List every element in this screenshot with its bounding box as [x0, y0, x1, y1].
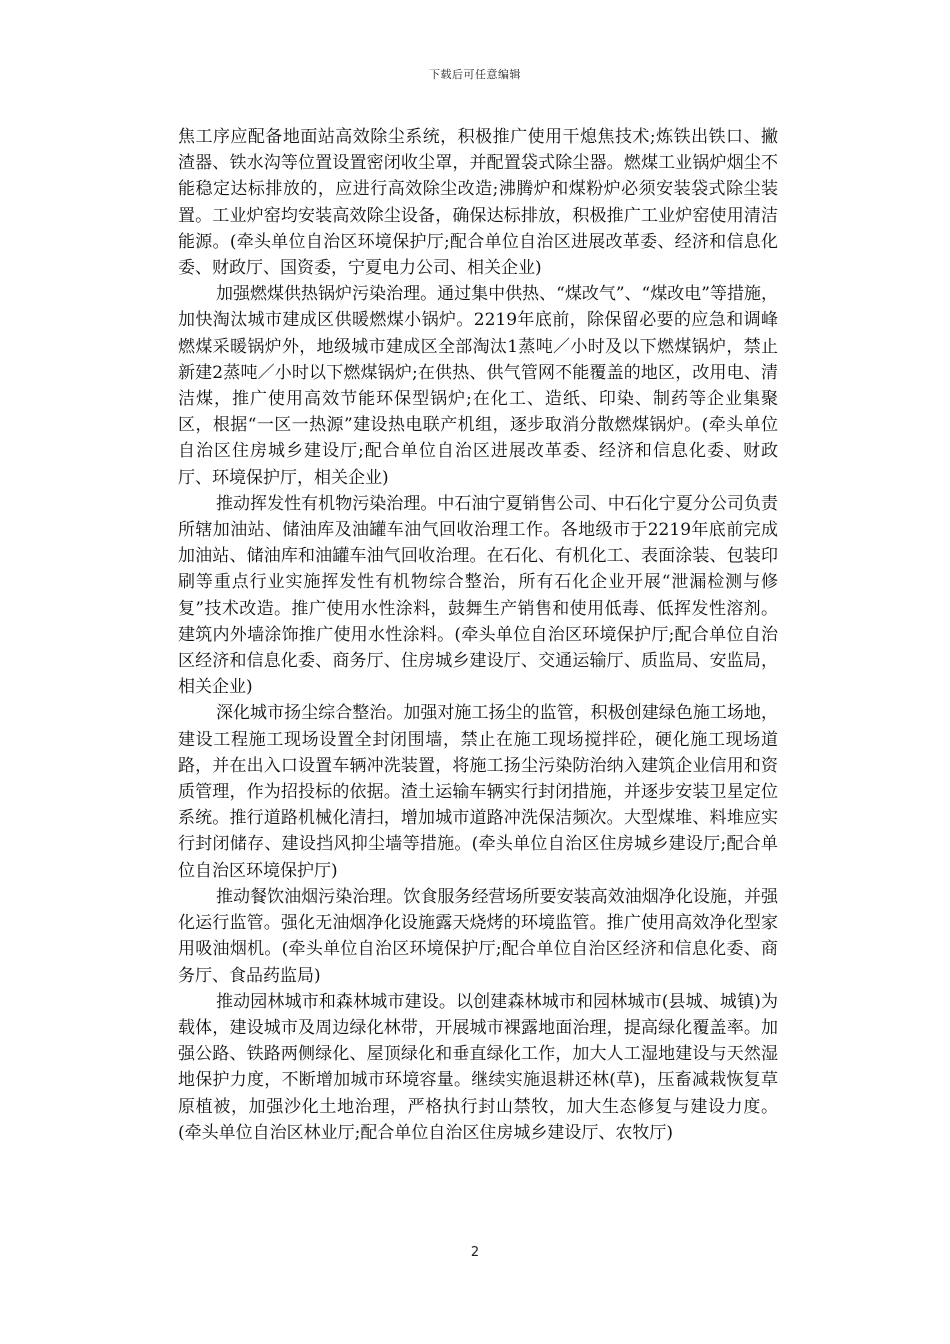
paragraph-green-city: 推动园林城市和森林城市建设。以创建森林城市和园林城市(县城、城镇)为载体，建设城市及周边绿化林带，开展城市裸露地面治理，提高绿化覆盖率。加强公路、铁路两侧绿化、屋顶绿化和垂直绿化工作，加大人工湿地建设与天然湿地保护力度，不断增加城市环境容量。继续实施退耕还林(草)，压畜减栽恢复草原植被，加强沙化土地治理，严格执行封山禁牧，加大生态修复与建设力度。(牵头单位自治区林业厅;配合单位自治区住房城乡建设厅、农牧厅) — [178, 991, 778, 1143]
page-number: 2 — [470, 1245, 480, 1260]
document-body — [178, 124, 778, 1146]
paragraph-dust-control: 深化城市扬尘综合整治。加强对施工扬尘的监管，积极创建绿色施工场地，建设工程施工现场设置全封闭围墙，禁止在施工现场搅拌砼，硬化施工现场道路，并在出入口设置车辆冲洗装置，将施工扬尘污染防治纳入建筑企业信用和资质管理，作为招投标的依据。渣土运输车辆实行封闭措施，并逐步安装卫星定位系统。推行道路机械化清扫，增加城市道路冲洗保洁频次。大型煤堆、料堆应实行封闭储存、建设挡风抑尘墙等措施。(牵头单位自治区住房城乡建设厅;配合单位自治区环境保护厅) — [178, 703, 778, 881]
page-header: 下载后可任意编辑 — [429, 68, 521, 81]
paragraph-cooking-fumes: 推动餐饮油烟污染治理。饮食服务经营场所要安装高效油烟净化设施，并强化运行监管。强化无油烟净化设施露天烧烤的环境监管。推广使用高效净化型家用吸油烟机。(牵头单位自治区环境保护厅;配合单位自治区经济和信息化委、商务厅、食品药监局) — [178, 886, 778, 986]
paragraph-dust-removal: 焦工序应配备地面站高效除尘系统，积极推广使用干熄焦技术;炼铁出铁口、撇渣器、铁水沟等位置设置密闭收尘罩，并配置袋式除尘器。燃煤工业锅炉烟尘不能稳定达标排放的，应进行高效除尘改造;沸腾炉和煤粉炉必须安装袋式除尘装置。工业炉窑均安装高效除尘设备，确保达标排放，积极推广工业炉窑使用清洁能源。(牵头单位自治区环境保护厅;配合单位自治区进展改革委、经济和信息化委、财政厅、国资委，宁夏电力公司、相关企业) — [178, 127, 778, 279]
paragraph-boiler-treatment: 加强燃煤供热锅炉污染治理。通过集中供热、“煤改气”、“煤改电”等措施，加快淘汰城市建成区供暖燃煤小锅炉。2219年底前，除保留必要的应急和调峰燃煤采暖锅炉外，地级城市建成区全部淘汰1蒸吨／小时及以下燃煤锅炉，禁止新建2蒸吨／小时以下燃煤锅炉;在供热、供气管网不能覆盖的地区，改用电、清洁煤，推广使用高效节能环保型锅炉;在化工、造纸、印染、制药等企业集聚区，根据“一区一热源”建设热电联产机组，逐步取消分散燃煤锅炉。(牵头单位自治区住房城乡建设厅;配合单位自治区进展改革委、经济和信息化委、财政厅、环境保护厅，相关企业) — [178, 284, 778, 488]
paragraph-voc-treatment: 推动挥发性有机物污染治理。中石油宁夏销售公司、中石化宁夏分公司负责所辖加油站、储油库及油罐车油气回收治理工作。各地级市于2219年底前完成加油站、储油库和油罐车油气回收治理。在石化、有机化工、表面涂装、包装印刷等重点行业实施挥发性有机物综合整治，所有石化企业开展“泄漏检测与修复”技术改造。推广使用水性涂料，鼓舞生产销售和使用低毒、低挥发性溶剂。建筑内外墙涂饰推广使用水性涂料。(牵头单位自治区环境保护厅;配合单位自治区经济和信息化委、商务厅、住房城乡建设厅、交通运输厅、质监局、安监局，相关企业) — [178, 493, 778, 698]
